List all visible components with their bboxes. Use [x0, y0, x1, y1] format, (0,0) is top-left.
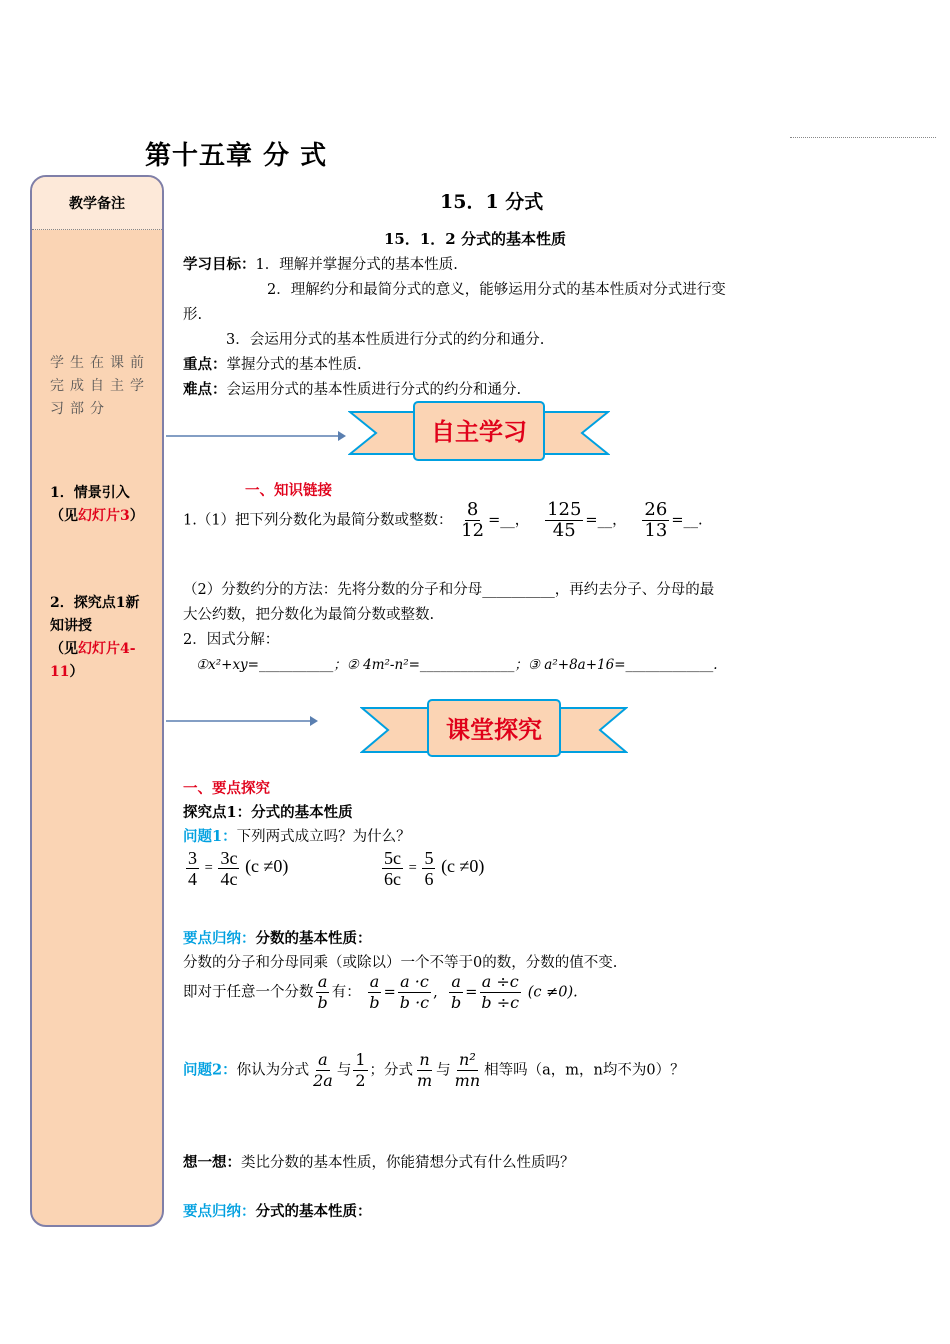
- knowledge-link-heading: 一、知识链接: [245, 482, 332, 499]
- objectives-line-1: 学习目标：1．理解并掌握分式的基本性质.: [183, 256, 458, 273]
- question-2-items: ①x²+xy=___________；② 4m²-n²=______________；③ a²+8a+16=_____________.: [196, 657, 718, 673]
- sidebar-item-open: （见: [50, 641, 78, 657]
- sidebar-item-open: （见: [50, 508, 78, 524]
- objectives-line-3: 3．会运用分式的基本性质进行分式的约分和通分.: [226, 332, 545, 348]
- summary-2: 要点归纳：分式的基本性质：: [183, 1203, 372, 1220]
- problem-2: 问题2：你认为分式 $\frac{a}{2a}$ 与 $\frac{1}{2}$ ；分式 $\frac{n}{m}$ 与 $\frac{\text{n²}}{mn}$ 相等吗（a，m，n均不为0）？: [183, 1050, 685, 1090]
- chapter-title: 第十五章 分 式: [145, 141, 328, 171]
- summary-1: 要点归纳：分数的基本性质：: [183, 930, 372, 947]
- difficulty: 难点：会运用分式的基本性质进行分式的约分和通分.: [183, 381, 522, 398]
- sidebar-item-close: ）: [69, 664, 84, 680]
- point-1-heading: 探究点1：分式的基本性质: [183, 804, 353, 821]
- summary-1-text: 分数的分子和分母同乘（或除以）一个不等于0的数，分数的值不变.: [183, 955, 618, 971]
- sidebar-item-title: 2．探究点1新知讲授: [50, 595, 140, 634]
- teaching-notes-sidebar: [30, 175, 164, 1227]
- sidebar-note: 学生在课前完成自主学习部分: [50, 355, 150, 417]
- section-title: 15．1 分式: [440, 191, 544, 213]
- objectives-line-2b: 形.: [183, 307, 203, 323]
- sidebar-item-scene-intro: [50, 482, 150, 528]
- key-point: 重点：掌握分式的基本性质.: [183, 356, 362, 373]
- sidebar-item-explore: [50, 592, 150, 684]
- sidebar-item-title: 1．情景引入: [50, 485, 130, 501]
- question-1-2-line-a: （2）分数约分的方法：先将分数的分子和分母__________，再约去分子、分母的最: [183, 582, 715, 598]
- header-dotted-rule: [790, 137, 936, 138]
- banner-class-explore: 课堂探究: [446, 716, 542, 744]
- sidebar-item-close: ）: [129, 508, 144, 524]
- equation-2: $\frac{5c}{6c}$ = $\frac{5}{6}$ (c ≠0): [384, 848, 485, 889]
- arrow-right-icon: [166, 428, 346, 444]
- property-line: 即对于任意一个分数 $\frac{a}{b}$ 有： $\frac{a}{b}$ = $\frac{a \cdot c}{b \cdot c}$ , $\frac{a}{b}$ = $\frac{a \div c}{b \div c}$ (c ≠0).: [183, 972, 578, 1012]
- question-1-2-line-b: 大公约数，把分数化为最简分数或整数.: [183, 607, 435, 623]
- banner-self-study: 自主学习: [431, 418, 527, 446]
- arrow-right-icon: [166, 713, 318, 729]
- slide-link-3[interactable]: 幻灯片3: [78, 508, 130, 524]
- explore-heading: 一、要点探究: [183, 780, 270, 797]
- think-about-it: 想一想：类比分数的基本性质，你能猜想分式有什么性质吗？: [183, 1154, 575, 1171]
- equation-1: $\frac{3}{4}$ = $\frac{3c}{4c}$ (c ≠0): [188, 848, 289, 889]
- question-1-line: 1.（1）把下列分数化为最简分数或整数： $\frac{8}{12}$ =__， $\frac{125}{45}$ =__， $\frac{26}{13}$ =__.: [183, 499, 703, 541]
- sidebar-header: 教学备注: [32, 177, 162, 230]
- question-2-title: 2．因式分解：: [183, 632, 280, 648]
- problem-1: 问题1：下列两式成立吗？为什么？: [183, 828, 411, 845]
- objectives-line-2: 2．理解约分和最简分式的意义，能够运用分式的基本性质对分式进行变: [267, 282, 726, 298]
- slide-link-4-11[interactable]: 幻灯片4-11: [50, 641, 136, 680]
- subsection-title: 15．1．2 分式的基本性质: [384, 230, 566, 248]
